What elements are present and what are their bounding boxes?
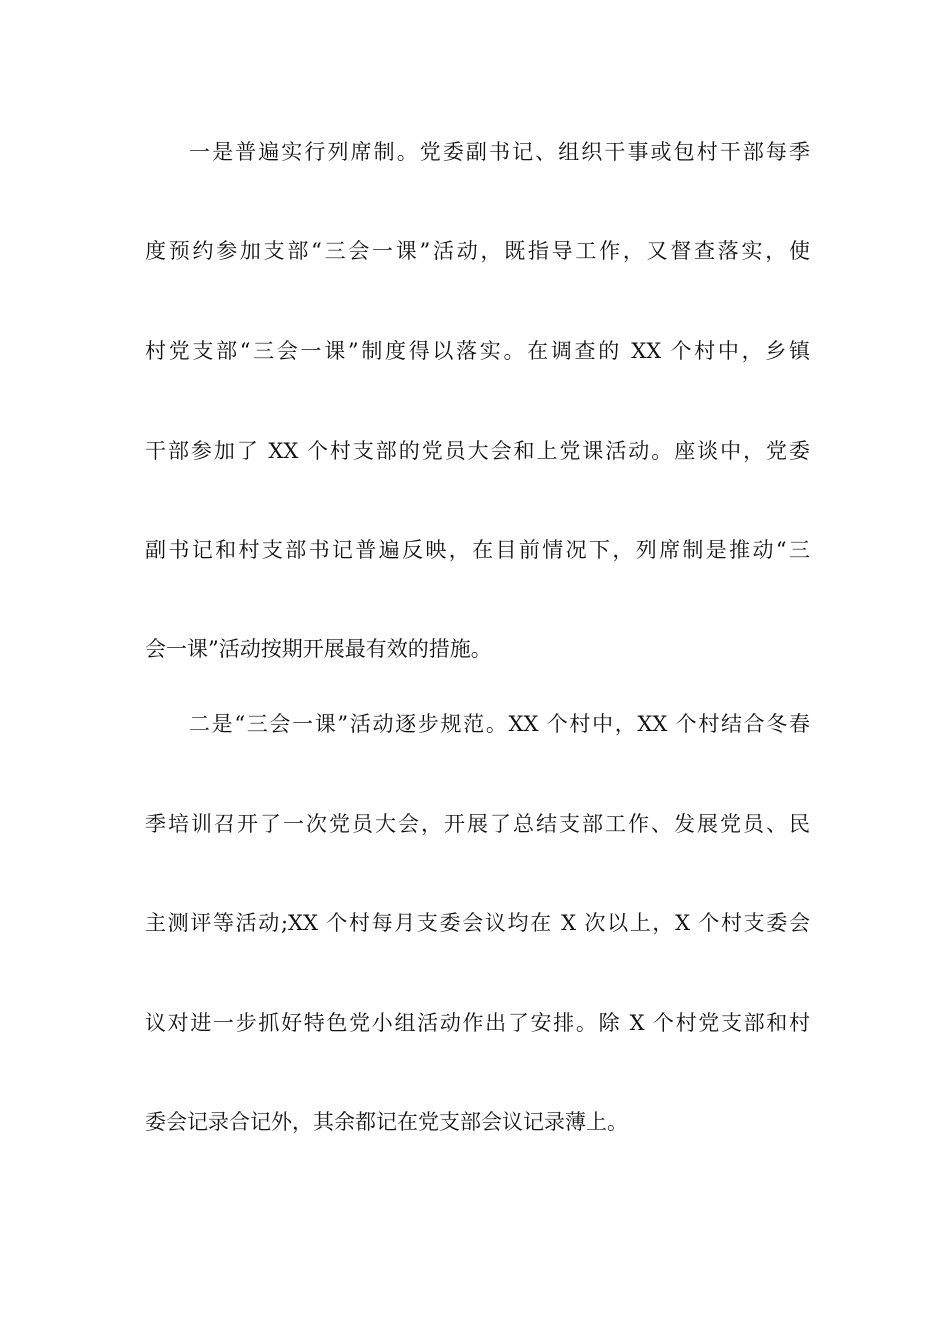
paragraph-1-line-3: 村党支部“三会一课”制度得以落实。在调查的 XX 个村中，乡镇 (145, 339, 810, 363)
paragraph-1-line-1: 一是普遍实行列席制。党委副书记、组织干事或包村干部每季 (189, 140, 810, 164)
paragraph-1-line-4: 干部参加了 XX 个村支部的党员大会和上党课活动。座谈中，党委 (145, 439, 810, 463)
paragraph-2-line-5: 委会记录合记外，其余都记在党支部会议记录薄上。 (145, 1110, 628, 1134)
paragraph-2-line-3: 主测评等活动;XX 个村每月支委会议均在 X 次以上，X 个村支委会 (145, 911, 810, 935)
paragraph-2-line-1: 二是“三会一课”活动逐步规范。XX 个村中，XX 个村结合冬春 (189, 712, 810, 736)
paragraph-1-line-5: 副书记和村支部书记普遍反映，在目前情况下，列席制是推动“三 (145, 538, 810, 562)
paragraph-2-line-2: 季培训召开了一次党员大会，开展了总结支部工作、发展党员、民 (145, 812, 810, 836)
paragraph-1-line-2: 度预约参加支部“三会一课”活动，既指导工作，又督查落实，使 (145, 239, 810, 263)
paragraph-1-line-6: 会一课”活动按期开展最有效的措施。 (145, 637, 492, 661)
paragraph-2-line-4: 议对进一步抓好特色党小组活动作出了安排。除 X 个村党支部和村 (145, 1011, 810, 1035)
